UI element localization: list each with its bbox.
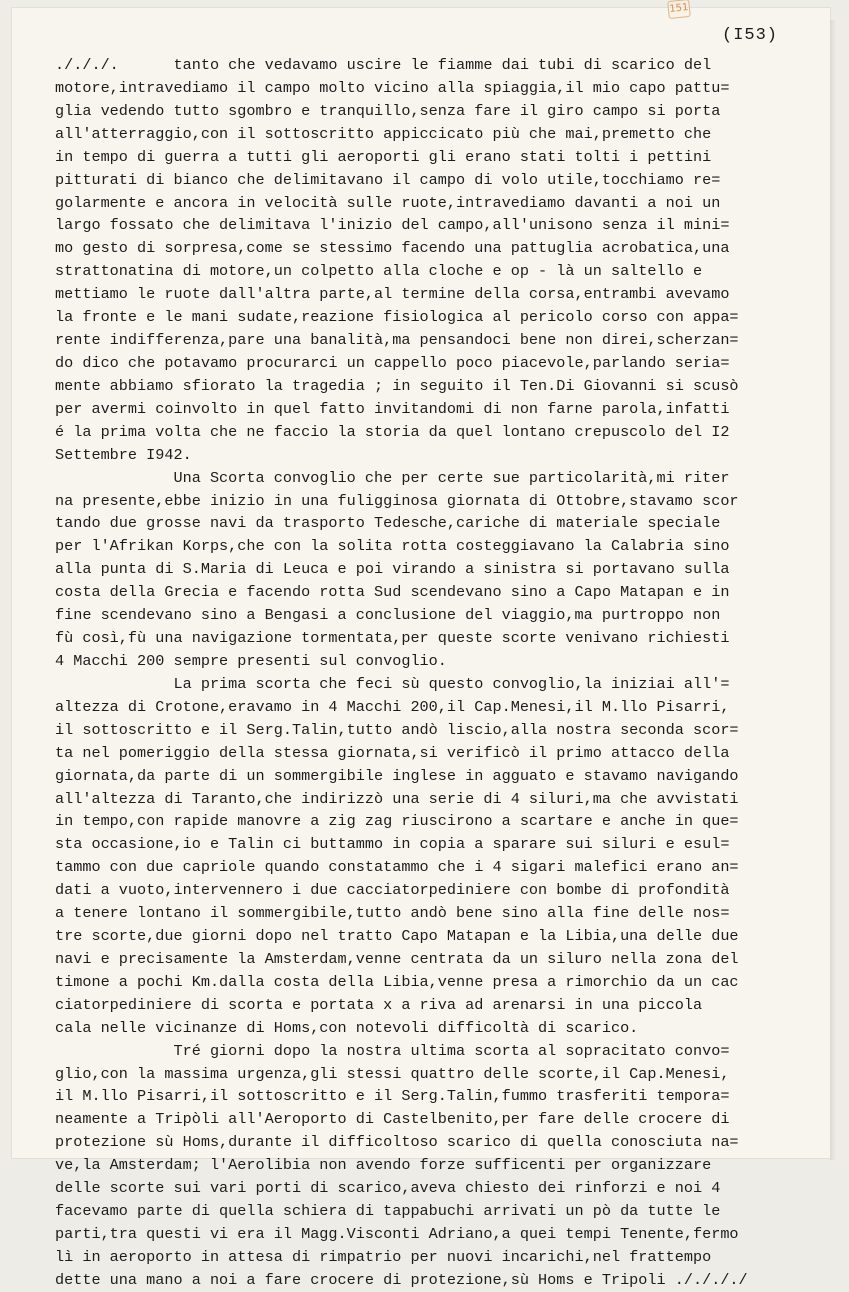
text-line: altezza di Crotone,eravamo in 4 Macchi 200,il Cap.Menesi,il M.llo Pisarri, xyxy=(55,697,730,716)
text-line: ta nel pomeriggio della stessa giornata,si verificò il primo attacco della xyxy=(55,743,730,762)
text-line: é la prima volta che ne faccio la storia da quel lontano crepuscolo del I2 xyxy=(55,422,730,441)
text-line: tando due grosse navi da trasporto Tedesche,cariche di materiale speciale xyxy=(55,514,721,533)
text-line: neamente a Tripòli all'Aeroporto di Castelbenito,per fare delle crocere di xyxy=(55,1110,730,1129)
text-line: il M.llo Pisarri,il sottoscritto e il Serg.Talin,fummo trasferiti tempora= xyxy=(55,1087,730,1106)
text-line: mettiamo le ruote dall'altra parte,al termine della corsa,entrambi avevamo xyxy=(55,285,730,304)
text-line: Settembre I942. xyxy=(55,445,192,464)
text-line: tre scorte,due giorni dopo nel tratto Capo Matapan e la Libia,una delle due xyxy=(55,927,739,946)
text-line: 4 Macchi 200 sempre presenti sul convoglio. xyxy=(55,651,447,670)
text-line: per avermi coinvolto in quel fatto invitandomi di non farne parola,infatti xyxy=(55,399,730,418)
text-line: protezione sù Homs,durante il difficoltoso scarico di quella conosciuta na= xyxy=(55,1133,739,1152)
text-line: fù così,fù una navigazione tormentata,per queste scorte venivano richiesti xyxy=(55,629,730,648)
page-number: (I53) xyxy=(722,26,779,45)
text-line: glia vedendo tutto sgombro e tranquillo,senza fare il giro campo si porta xyxy=(55,101,721,120)
text-line: la fronte e le mani sudate,reazione fisiologica al pericolo corso con appa= xyxy=(55,308,739,327)
text-line: golarmente e ancora in velocità sulle ruote,intravediamo davanti a noi un xyxy=(55,193,721,212)
text-line: motore,intravediamo il campo molto vicino alla spiaggia,il mio capo pattu= xyxy=(55,78,730,97)
typewritten-body xyxy=(55,54,830,1292)
text-line: in tempo di guerra a tutti gli aeroporti gli erano stati tolti i pettini xyxy=(55,147,712,166)
text-line: giornata,da parte di un sommergibile inglese in agguato e stavamo navigando xyxy=(55,766,739,785)
text-line: tammo con due capriole quando constatammo che i 4 sigari malefici erano an= xyxy=(55,858,739,877)
text-line: largo fossato che delimitava l'inizio del campo,all'unisono senza il mini= xyxy=(55,216,730,235)
text-line: mente abbiamo sfiorato la tragedia ; in seguito il Ten.Di Giovanni si scusò xyxy=(55,376,739,395)
text-line: in tempo,con rapide manovre a zig zag riuscirono a scartare e anche in que= xyxy=(55,812,739,831)
text-line: a tenere lontano il sommergibile,tutto andò bene sino alla fine delle nos= xyxy=(55,904,730,923)
text-line: sta occasione,io e Talin ci buttammo in copia a sparare sui siluri e esul= xyxy=(55,835,730,854)
text-line: strattonatina di motore,un colpetto alla cloche e op - là un saltello e xyxy=(55,262,703,281)
pencil-stamp: 151 xyxy=(667,0,691,19)
text-line: il sottoscritto e il Serg.Talin,tutto andò liscio,alla nostra seconda scor= xyxy=(55,720,739,739)
text-line: na presente,ebbe inizio in una fuligginosa giornata di Ottobre,stavamo scor xyxy=(55,491,739,510)
text-line: all'altezza di Taranto,che indirizzò una serie di 4 siluri,ma che avvistati xyxy=(55,789,739,808)
text-line: ./././. tanto che vedavamo uscire le fiamme dai tubi di scarico del xyxy=(55,56,712,74)
text-line: mo gesto di sorpresa,come se stessimo facendo una pattuglia acrobatica,una xyxy=(55,239,730,258)
text-line: pitturati di bianco che delimitavano il campo di volo utile,tocchiamo re= xyxy=(55,170,721,189)
text-line: cala nelle vicinanze di Homs,con notevoli difficoltà di scarico. xyxy=(55,1018,639,1037)
text-line: per l'Afrikan Korps,che con la solita rotta costeggiavano la Calabria sino xyxy=(55,537,730,556)
text-line: Una Scorta convoglio che per certe sue particolarità,mi riter xyxy=(55,468,730,487)
text-line: dati a vuoto,intervennero i due cacciatorpediniere con bombe di profondità xyxy=(55,881,730,900)
text-line: glio,con la massima urgenza,gli stessi quattro delle scorte,il Cap.Menesi, xyxy=(55,1064,730,1083)
text-line: costa della Grecia e facendo rotta Sud scendevano sino a Capo Matapan e in xyxy=(55,583,730,602)
text-line: facevamo parte di quella schiera di tappabuchi arrivati un pò da tutte le xyxy=(55,1202,721,1221)
page-edge xyxy=(830,20,836,1160)
text-line: parti,tra questi vi era il Magg.Visconti Adriano,a quei tempi Tenente,fermo xyxy=(55,1225,739,1244)
text-line: ve,la Amsterdam; l'Aerolibia non avendo forze sufficenti per organizzare xyxy=(55,1156,712,1175)
text-line: rente indifferenza,pare una banalità,ma pensandoci bene non direi,scherzan= xyxy=(55,331,739,350)
text-line: dette una mano a noi a fare crocere di protezione,sù Homs e Tripoli ././././ xyxy=(55,1270,748,1289)
text-line: La prima scorta che feci sù questo convoglio,la iniziai all'= xyxy=(55,674,730,693)
text-line: timone a pochi Km.dalla costa della Libia,venne presa a rimorchio da un cac xyxy=(55,972,739,991)
text-line: fine scendevano sino a Bengasi a conclusione del viaggio,ma purtroppo non xyxy=(55,606,721,625)
text-line: delle scorte sui vari porti di scarico,aveva chiesto dei rinforzi e noi 4 xyxy=(55,1179,721,1198)
text-line: do dico che potavamo procurarci un cappello poco piacevole,parlando seria= xyxy=(55,353,730,372)
text-line: lì in aeroporto in attesa di rimpatrio per nuovi incarichi,nel frattempo xyxy=(55,1247,712,1266)
text-line: ciatorpediniere di scorta e portata x a riva ad arenarsi in una piccola xyxy=(55,995,703,1014)
text-line: alla punta di S.Maria di Leuca e poi virando a sinistra si portavano sulla xyxy=(55,560,730,579)
text-line: navi e precisamente la Amsterdam,venne centrata da un siluro nella zona del xyxy=(55,949,739,968)
text-line: Tré giorni dopo la nostra ultima scorta al sopracitato convo= xyxy=(55,1041,730,1060)
text-line: all'atterraggio,con il sottoscritto appiccicato più che mai,premetto che xyxy=(55,124,712,143)
